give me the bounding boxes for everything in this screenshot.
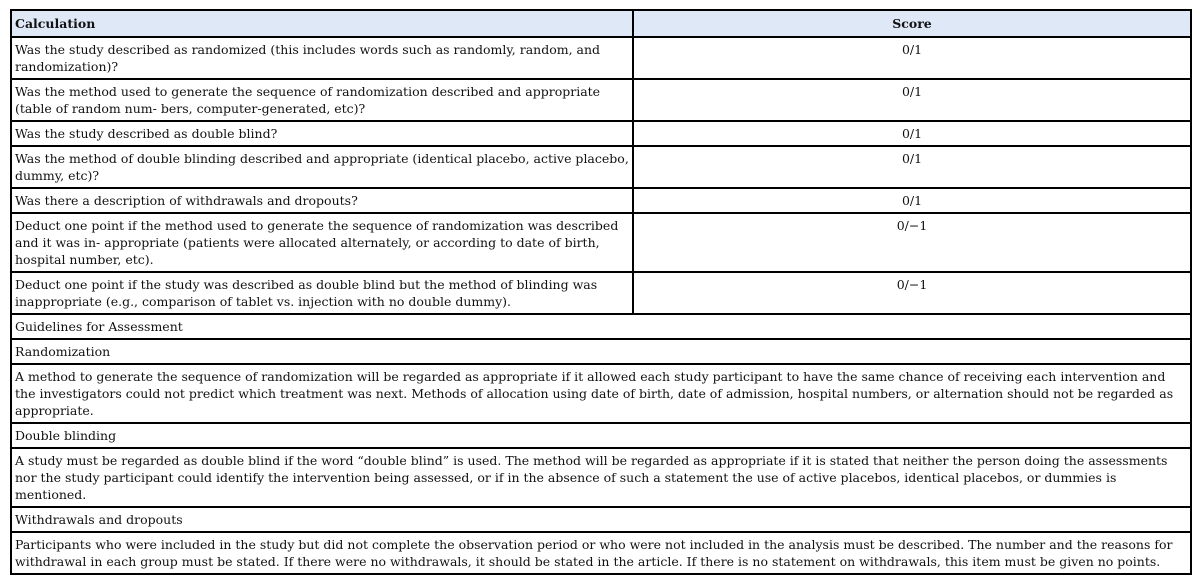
criterion-score: 0/1 xyxy=(633,121,1191,146)
guidelines-title: Guidelines for Assessment xyxy=(11,314,1191,339)
criterion-score: 0/−1 xyxy=(633,213,1191,272)
randomization-heading-row xyxy=(11,339,1191,364)
table-row xyxy=(11,79,1191,121)
criterion-text: Was the study described as double blind? xyxy=(11,121,633,146)
table-row xyxy=(11,37,1191,79)
withdrawals-text-row xyxy=(11,532,1191,574)
criterion-text: Was the study described as randomized (this includes words such as randomly, random, and randomization)? xyxy=(11,37,633,79)
criterion-score: 0/1 xyxy=(633,79,1191,121)
guidelines-title-row xyxy=(11,314,1191,339)
withdrawals-heading-row xyxy=(11,507,1191,532)
table-row xyxy=(11,146,1191,188)
randomization-text-row xyxy=(11,364,1191,423)
criterion-score: 0/−1 xyxy=(633,272,1191,314)
calculation-column-header: Calculation xyxy=(11,10,633,37)
criterion-score: 0/1 xyxy=(633,188,1191,213)
criterion-text: Was the method used to generate the sequence of randomization described and appropriate (table of random num- bers, computer-generated, etc)? xyxy=(11,79,633,121)
table-row xyxy=(11,188,1191,213)
criterion-score: 0/1 xyxy=(633,37,1191,79)
criterion-text: Deduct one point if the study was described as double blind but the method of blinding was inappropriate (e.g., comparison of tablet vs. injection with no double dummy). xyxy=(11,272,633,314)
table-row xyxy=(11,272,1191,314)
criterion-text: Deduct one point if the method used to generate the sequence of randomization was described and it was in- appropriate (patients were allocated alternately, or according to date of birth, hospital number, etc). xyxy=(11,213,633,272)
blinding-heading: Double blinding xyxy=(11,423,1191,448)
randomization-heading: Randomization xyxy=(11,339,1191,364)
jadad-score-table xyxy=(10,9,1192,575)
blinding-text-row xyxy=(11,448,1191,507)
table-row xyxy=(11,213,1191,272)
withdrawals-heading: Withdrawals and dropouts xyxy=(11,507,1191,532)
blinding-heading-row xyxy=(11,423,1191,448)
table-row xyxy=(11,121,1191,146)
withdrawals-text: Participants who were included in the study but did not complete the observation period or who were not included in the analysis must be described. The number and the reasons for withdrawal in each group must be stated. If there were no withdrawals, it should be stated in the article. If there is no statement on withdrawals, this item must be given no points. xyxy=(11,532,1191,574)
criterion-score: 0/1 xyxy=(633,146,1191,188)
criterion-text: Was the method of double blinding described and appropriate (identical placebo, active placebo, dummy, etc)? xyxy=(11,146,633,188)
score-column-header: Score xyxy=(633,10,1191,37)
blinding-text: A study must be regarded as double blind if the word “double blind” is used. The method will be regarded as appropriate if it is stated that neither the person doing the assessments nor the study participant could identify the intervention being assessed, or if in the absence of such a statement the use of active placebos, identical placebos, or dummies is mentioned. xyxy=(11,448,1191,507)
header-row xyxy=(11,10,1191,37)
criterion-text: Was there a description of withdrawals and dropouts? xyxy=(11,188,633,213)
randomization-text: A method to generate the sequence of randomization will be regarded as appropriate if it allowed each study participant to have the same chance of receiving each intervention and the investigators could not predict which treatment was next. Methods of allocation using date of birth, date of admission, hospital numbers, or alternation should not be regarded as appropriate. xyxy=(11,364,1191,423)
